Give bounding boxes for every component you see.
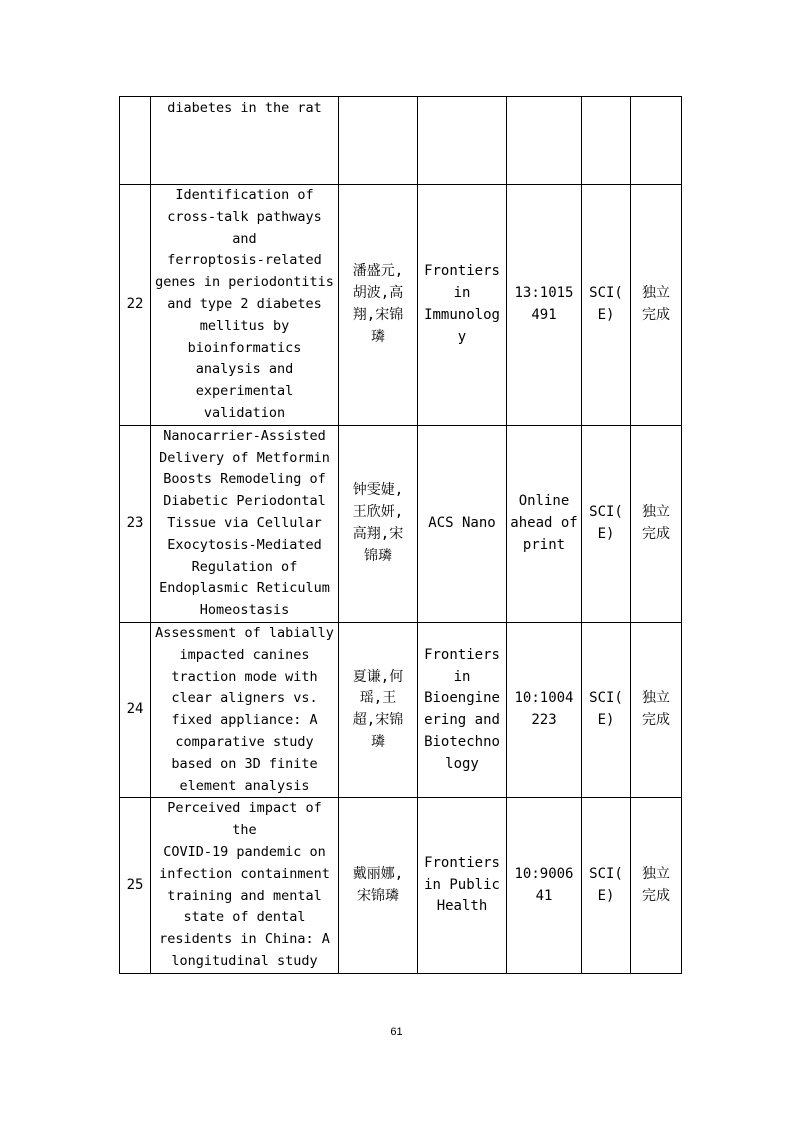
completion-type-cell: 独立 完成	[631, 425, 682, 622]
row-number-cell: 22	[120, 185, 151, 426]
index-type-cell: SCI( E)	[582, 798, 631, 973]
completion-type-cell	[631, 97, 682, 185]
table-row	[120, 185, 682, 426]
volume-cell	[507, 97, 582, 185]
authors-cell: 钟雯婕, 王欣妍, 高翔,宋 锦璘	[339, 425, 418, 622]
paper-title-cell: Nanocarrier-Assisted Delivery of Metformin Boosts Remodeling of Diabetic Periodontal Tissue via Cellular Exocytosis-Mediated Regulation of Endoplasmic Reticulum Homeostasis	[151, 425, 339, 622]
paper-title-cell: Perceived impact of the COVID-19 pandemic on infection containment training and mental state of dental residents in China: A longitudinal study	[151, 798, 339, 973]
index-type-cell: SCI( E)	[582, 622, 631, 797]
publications-table	[119, 96, 682, 974]
table-row	[120, 425, 682, 622]
index-type-cell: SCI( E)	[582, 185, 631, 426]
volume-cell: 13:1015 491	[507, 185, 582, 426]
index-type-cell: SCI( E)	[582, 425, 631, 622]
table-row-continuation	[120, 97, 682, 185]
row-number-cell	[120, 97, 151, 185]
journal-cell	[418, 97, 507, 185]
volume-cell: 10:1004 223	[507, 622, 582, 797]
completion-type-cell: 独立 完成	[631, 622, 682, 797]
authors-cell: 潘盛元, 胡波,高 翔,宋锦 璘	[339, 185, 418, 426]
row-number-cell: 25	[120, 798, 151, 973]
paper-title-cell: diabetes in the rat	[151, 97, 339, 185]
row-number-cell: 23	[120, 425, 151, 622]
journal-cell: Frontiers in Public Health	[418, 798, 507, 973]
completion-type-cell: 独立 完成	[631, 185, 682, 426]
index-type-cell	[582, 97, 631, 185]
row-number-cell: 24	[120, 622, 151, 797]
journal-cell: Frontiers in Immunolog y	[418, 185, 507, 426]
table-row	[120, 798, 682, 973]
table-row	[120, 622, 682, 797]
authors-cell: 戴丽娜, 宋锦璘	[339, 798, 418, 973]
journal-cell: ACS Nano	[418, 425, 507, 622]
completion-type-cell: 独立 完成	[631, 798, 682, 973]
paper-title-cell: Identification of cross-talk pathways and ferroptosis-related genes in periodontitis and type 2 diabetes mellitus by bioinformatics analysis and experimental validation	[151, 185, 339, 426]
volume-cell: 10:9006 41	[507, 798, 582, 973]
paper-title-cell: Assessment of labially impacted canines traction mode with clear aligners vs. fixed appliance: A comparative study based on 3D finite element analysis	[151, 622, 339, 797]
authors-cell: 夏谦,何 瑶,王 超,宋锦 璘	[339, 622, 418, 797]
volume-cell: Online ahead of print	[507, 425, 582, 622]
journal-cell: Frontiers in Bioengine ering and Biotechno logy	[418, 622, 507, 797]
authors-cell	[339, 97, 418, 185]
page-number: 61	[390, 1026, 403, 1038]
